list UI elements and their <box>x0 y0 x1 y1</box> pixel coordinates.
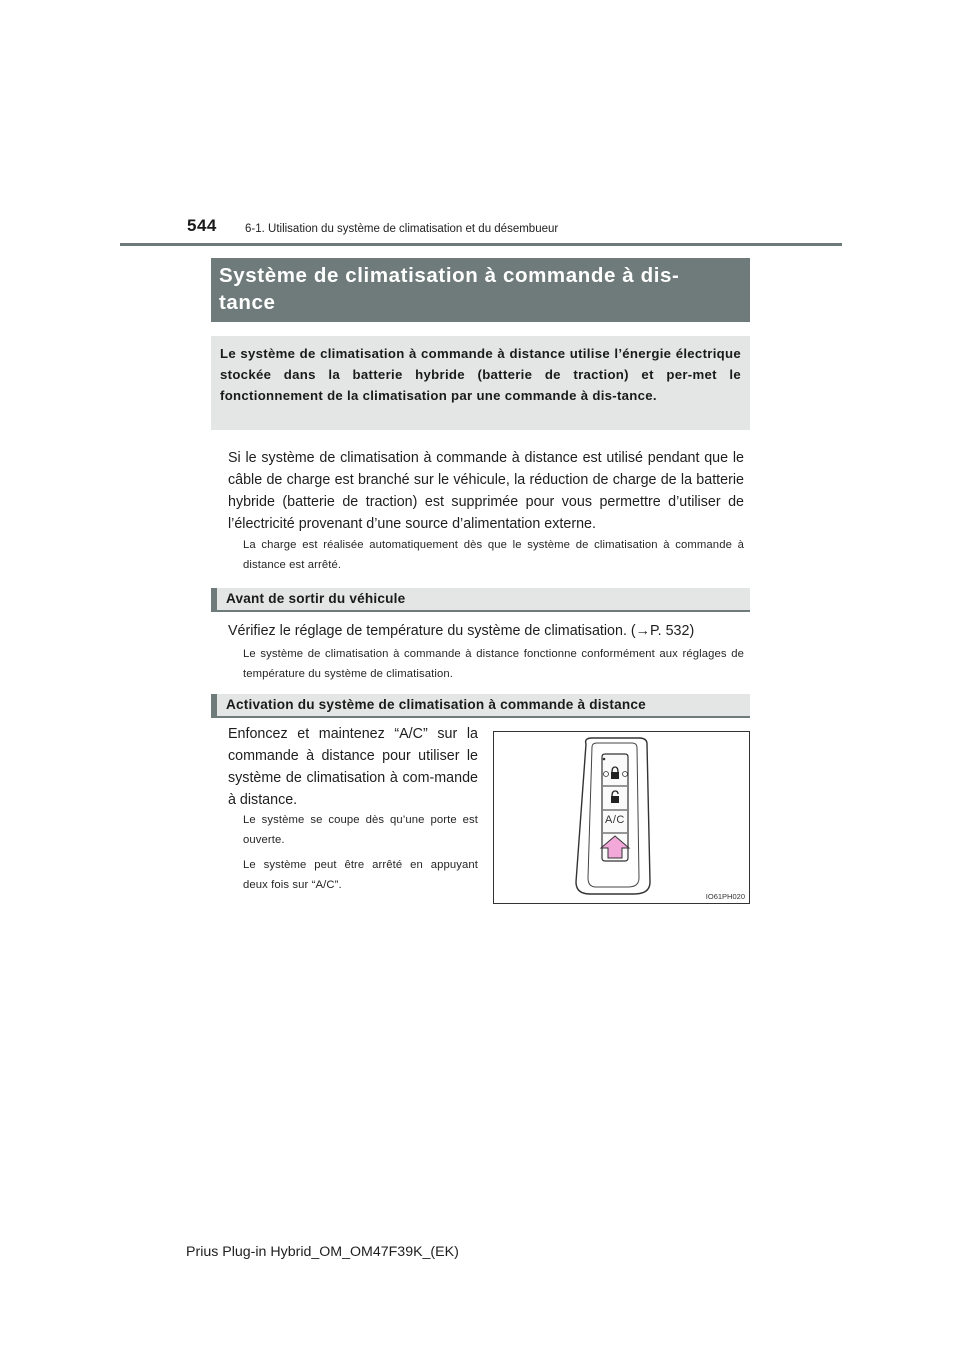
page-title <box>211 258 750 322</box>
title-line-1: Système de climatisation à commande à dis- <box>219 264 680 287</box>
section-heading-before-exit: Avant de sortir du véhicule <box>211 588 750 612</box>
remote-key-illustration <box>493 731 750 904</box>
page-number: 544 <box>187 216 217 235</box>
figure-code: IO61PH020 <box>705 892 745 901</box>
title-line-2: tance <box>219 291 276 314</box>
section2-paragraph: Enfoncez et maintenez “A/C” sur la commande à distance pour utiliser le système de climatisation à com-mande à distance. <box>228 726 478 808</box>
body-note-1: La charge est réalisée automatiquement dès que le système de climatisation à commande à distance est arrêté. <box>243 539 744 571</box>
body-paragraph-1: Si le système de climatisation à commande à distance est utilisé pendant que le câble de charge est branché sur le véhicule, la réduction de charge de la batterie hybride (batterie de traction) est supprimée pour vous permettre d’utiliser de l’électricité provenant d’une source d’alimentation externe. <box>228 450 744 532</box>
section1-paragraph: Vérifiez le réglage de température du système de climatisation. (→P. 532) <box>228 623 695 639</box>
footer-model: Prius Plug-in Hybrid_OM_OM47F39K_(EK) <box>186 1244 459 1260</box>
intro-box: Le système de climatisation à commande à distance utilise l’énergie électrique stockée dans la batterie hybride (batterie de traction) et per-met le fonctionnement de la climatisation par une commande à dis-tance. <box>211 336 750 430</box>
header-rule <box>120 243 842 246</box>
section2-note-1: Le système se coupe dès qu’une porte est ouverte. <box>243 814 478 846</box>
section-heading-activation: Activation du système de climatisation à commande à distance <box>211 694 750 718</box>
section-path: 6-1. Utilisation du système de climatisation et du désembueur <box>245 223 559 235</box>
section1-note: Le système de climatisation à commande à distance fonctionne conformément aux réglages de température du système de climatisation. <box>243 648 744 680</box>
ac-button-label: A/C <box>605 814 625 826</box>
section2-note-2: Le système peut être arrêté en appuyant deux fois sur “A/C”. <box>243 859 478 891</box>
